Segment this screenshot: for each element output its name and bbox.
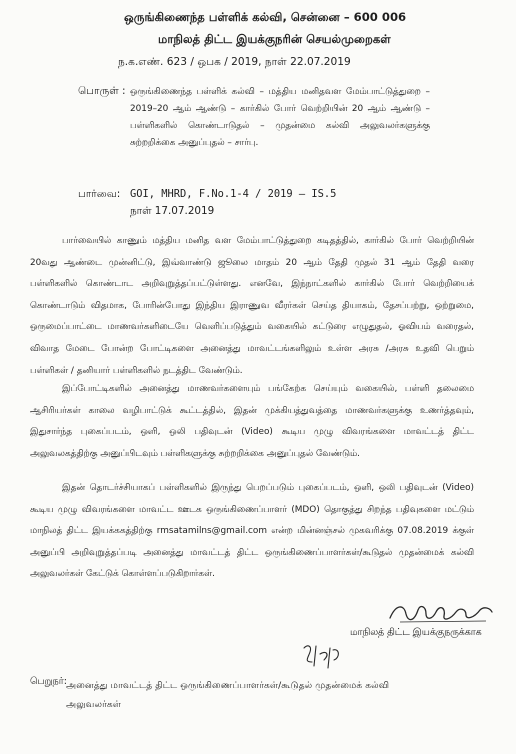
signatory-title: மாநிலத் திட்ட இயக்குநருக்காக <box>350 627 482 638</box>
reference-label: பார்வை: <box>78 188 121 200</box>
subject-label: பொருள் : <box>78 85 126 97</box>
body-paragraph-1: பார்வையில் காணும் மத்திய மனித வள மேம்பாட்டுத்துறை கடிதத்தில், கார்கில் போர் வெற்றியின் 20வது ஆண்டை முன்னிட்டு, இவ்வாண்டு ஜூலை மாதம் 20 ஆம் தேதி முதல் 31 ஆம் தேதி வரை பள்ளிகளில் கொண்டாட அறிவுறுத்தப்பட்டுள்ளது. எனவே, இந்நாட்களில் கார்கில் போர் வெற்றியைக் கொண்டாடும் விதமாக, போரின்போது இந்திய இராணுவ வீரர்கள் செய்த தியாகம், தேசப்பற்று, ஒற்றுமை, ஒருமைப்பாட்டை மாணவர்களிடையே வெளிப்படுத்தும் வகையில் கட்டுரை எழுதுதல், ஓவியம் வரைதல், விவாத மேடை போன்ற போட்டிகளை அனைத்து மாவட்டங்களிலும் உள்ள அரசு /அரசு உதவி பெறும் பள்ளிகள் / தனியார் பள்ளிகளில் நடத்திட வேண்டும். <box>30 236 474 376</box>
reference-text: GOI, MHRD, F.No.1-4 / 2019 – IS.5 <box>130 188 337 200</box>
recipient-text: அனைத்து மாவட்டத் திட்ட ஒருங்கிணைப்பாளர்கள்/கூடுதல் முதன்மைக் கல்வி அலுவலர்கள் <box>66 680 390 710</box>
reference-number-line: ந.க.எண். 623 / ஒபக / 2019, நாள் 22.07.2019 <box>118 56 351 68</box>
subject-text: ஒருங்கிணைந்த பள்ளிக் கல்வி – மத்திய மனிதவள மேம்பாட்டுத்துறை – 2019–20 ஆம் ஆண்டு – கார்கில் போர் வெற்றியின் 20 ஆம் ஆண்டு – பள்ளிகளில் கொண்டாடுதல் – முதன்மை கல்வி அலுவலர்களுக்கு சுற்றறிக்கை அனுப்புதல் – சார்பு. <box>130 87 430 148</box>
office-header: ஒருங்கிணைந்த பள்ளிக் கல்வி, சென்னை – 600 006 <box>124 10 407 24</box>
department-header: மாநிலத் திட்ட இயக்குநரின் செயல்முறைகள் <box>158 32 391 46</box>
recipient-label: பெறுநர்: <box>30 676 68 687</box>
reference-date: நாள் 17.07.2019 <box>130 205 215 217</box>
body-paragraph-3: இதன் தொடர்ச்சியாகப் பள்ளிகளில் இருந்து பெறப்படும் புகைப்படம், ஒளி, ஒலி பதிவுடன் (Video) கூடிய முழு விவரங்களை மாவட்ட ஊடக ஒருங்கிணைப்பாளர் (MDO) தொகுத்து சிறந்த பதிவுகளை மட்டும் மாநிலத் திட்ட இயக்ககத்திற்கு rmsatamilns@gmail.com என்ற மின்னஞ்சல் முகவரிக்கு 07.08.2019 க்குள் அனுப்பி அறிவுறுத்தப்படி அனைத்து மாவட்டத் திட்ட ஒருங்கிணைப்பாளர்கள்/கூடுதல் முதன்மைக் கல்வி அலுவலர்கள் கேட்டுக் கொள்ளப்படுகிறார்கள். <box>30 483 474 580</box>
body-paragraph-2: இப்போட்டிகளில் அனைத்து மாணவர்களையும் பங்கேற்க செய்யும் வகையில், பள்ளி தலைமை ஆசிரியர்கள் காலை வழிபாட்டுக் கூட்டத்தில், இதன் முக்கியத்துவத்தை மாணவர்களுக்கு உணர்த்தவும், இதுசார்ந்த புகைப்படம், ஒளி, ஒலி பதிவுடன் (Video) கூடிய முழு விவரங்களை மாவட்டத் திட்ட அலுவலகத்திற்கு அனுப்பிடவும் பள்ளிகளுக்கு சுற்றறிக்கை அனுப்புதல் வேண்டும். <box>30 384 474 459</box>
handwritten-signature <box>386 600 496 626</box>
handwritten-initials <box>300 642 344 672</box>
